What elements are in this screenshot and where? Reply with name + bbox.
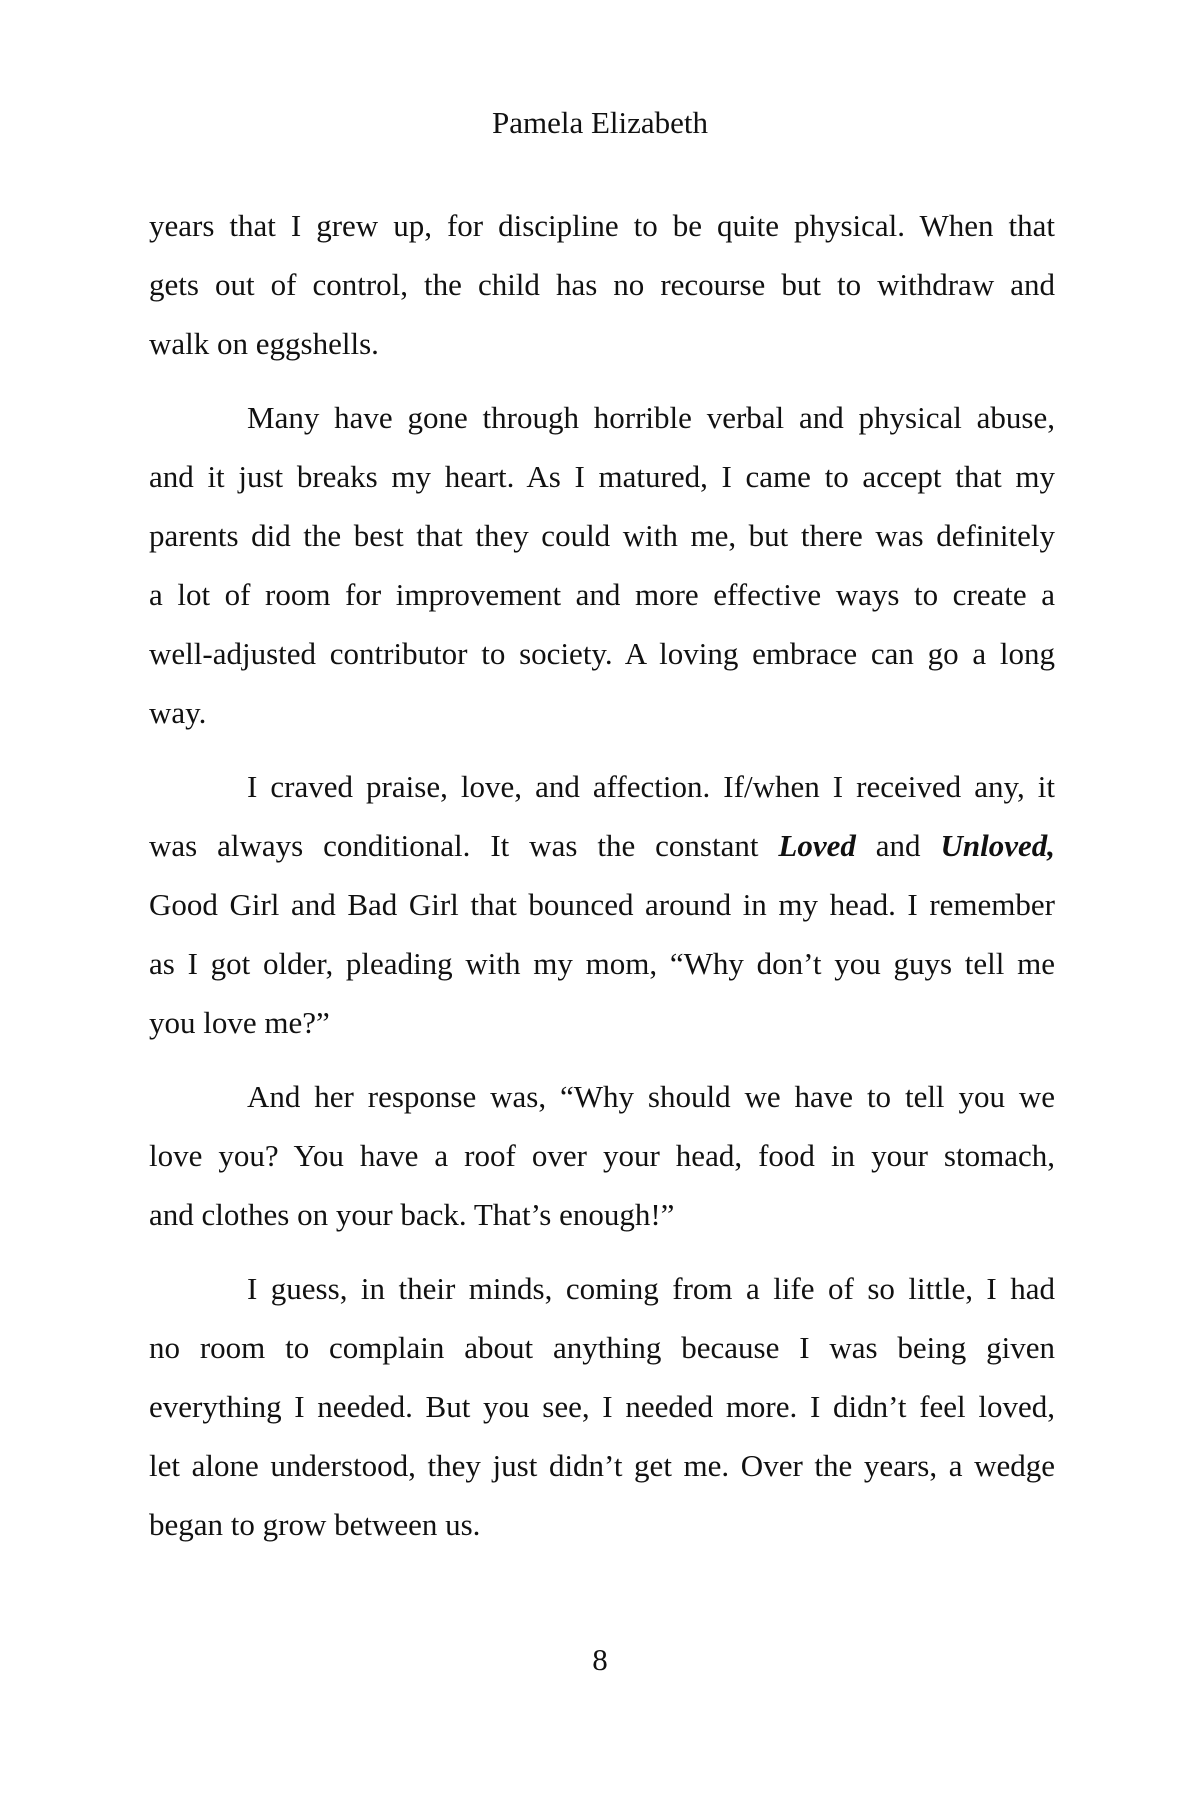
text-line: I guess, in their minds, coming from a life of so little, I had	[247, 1271, 1055, 1306]
paragraph	[149, 388, 1055, 742]
text-line: a lot of room for improvement and more effective ways to create a	[149, 577, 1055, 612]
emphasis-loved: Loved	[778, 828, 856, 863]
text-line: And her response was, “Why should we have to tell you we	[247, 1079, 1055, 1114]
text-line: let alone understood, they just didn’t get me. Over the years, a wedge	[149, 1448, 1055, 1483]
text-line: Many have gone through horrible verbal and physical abuse,	[247, 400, 1055, 435]
text-line: and clothes on your back. That’s enough!”	[149, 1197, 675, 1232]
text-line: years that I grew up, for discipline to be quite physical. When that	[149, 208, 1055, 243]
paragraph	[149, 1259, 1055, 1554]
text-line-with-emphasis	[149, 816, 1055, 875]
emphasis-unloved: Unloved,	[940, 828, 1056, 863]
paragraph	[149, 1067, 1055, 1244]
text-line: everything I needed. But you see, I needed more. I didn’t feel loved,	[149, 1389, 1055, 1424]
text-line: love you? You have a roof over your head, food in your stomach,	[149, 1138, 1055, 1173]
paragraph	[149, 196, 1055, 373]
text-line: Good Girl and Bad Girl that bounced around in my head. I remember	[149, 887, 1055, 922]
text-line: walk on eggshells.	[149, 326, 379, 361]
page-number: 8	[592, 1642, 608, 1677]
text-line: began to grow between us.	[149, 1507, 481, 1542]
text-line: well-adjusted contributor to society. A loving embrace can go a long	[149, 636, 1055, 671]
text-run: was always conditional. It was the constant	[149, 828, 779, 863]
text-line: you love me?”	[149, 1005, 330, 1040]
text-line: and it just breaks my heart. As I matured, I came to accept that my	[149, 459, 1055, 494]
text-line: as I got older, pleading with my mom, “Why don’t you guys tell me	[149, 946, 1055, 981]
text-run: and	[855, 828, 941, 863]
body-text	[149, 196, 1055, 1569]
text-line: no room to complain about anything because I was being given	[149, 1330, 1055, 1365]
paragraph	[149, 757, 1055, 1052]
running-head: Pamela Elizabeth	[491, 105, 709, 140]
text-line: gets out of control, the child has no recourse but to withdraw and	[149, 267, 1055, 302]
text-line: way.	[149, 695, 207, 730]
text-line: I craved praise, love, and affection. If/when I received any, it	[247, 769, 1055, 804]
text-line: parents did the best that they could with me, but there was definitely	[149, 518, 1055, 553]
